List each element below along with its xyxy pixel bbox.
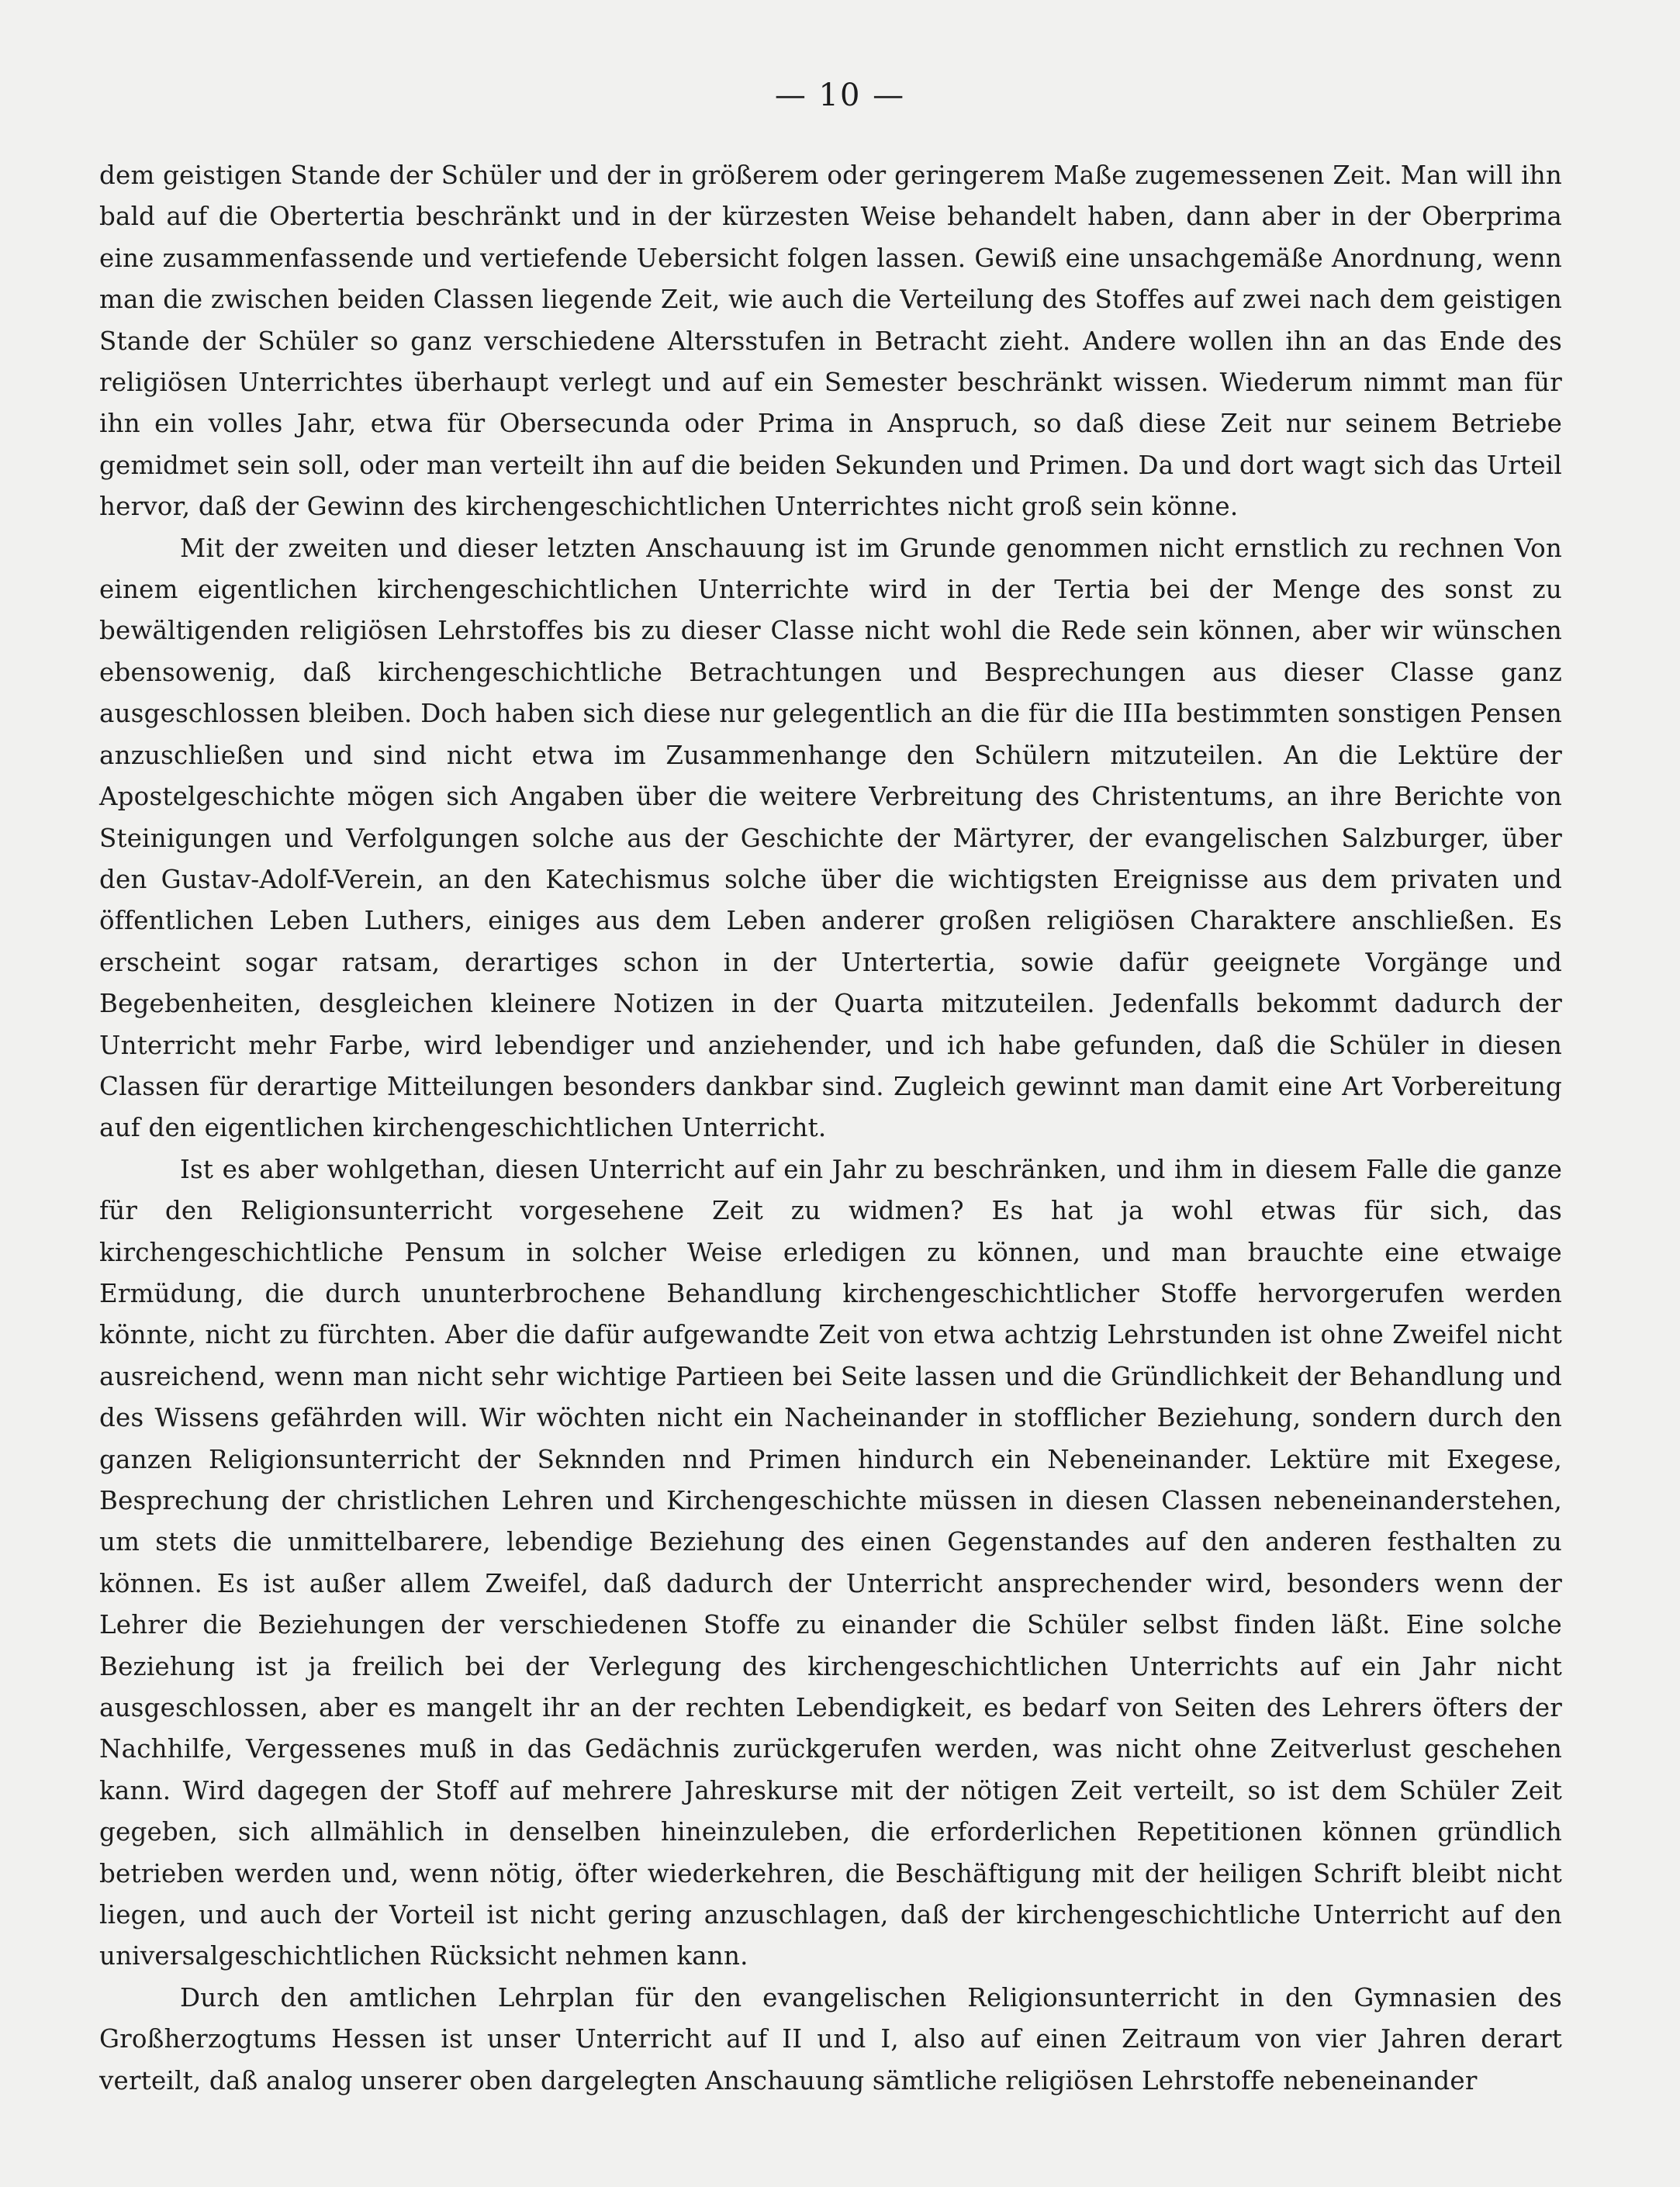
page-number: — 10 — [774,78,906,113]
paragraph-4: Durch den amtlichen Lehrplan für den evangelischen Religionsunterricht in den Gymnasien des Großherzogtums Hessen ist unser Unterricht auf II und I, also auf einen Zeitraum von vier Jahren derart verteilt, daß analog unserer oben dargelegten Anschauung sämtliche religiösen Lehrstoffe nebeneinander [99,1982,1562,2095]
body-text [99,155,1562,2102]
paragraph-2: Mit der zweiten und dieser letzten Anschauung ist im Grunde genommen nicht ernstlich zu rechnen Von einem eigentlichen kirchengeschichtlichen Unterrichte wird in der Tertia bei der Menge des sonst zu bewältigenden religiösen Lehrstoffes bis zu dieser Classe nicht wohl die Rede sein können, aber wir wünschen ebensowenig, daß kirchengeschichtliche Betrachtungen und Besprechungen aus dieser Classe ganz ausgeschlossen bleiben. Doch haben sich diese nur gelegentlich an die für die IIIa bestimmten sonstigen Pensen anzuschließen und sind nicht etwa im Zusammenhange den Schülern mitzuteilen. An die Lektüre der Apostelgeschichte mögen sich Angaben über die weitere Verbreitung des Christentums, an ihre Berichte von Steinigungen und Verfolgungen solche aus der Geschichte der Märtyrer, der evangelischen Salzburger, über den Gustav-Adolf-Verein, an den Katechismus solche über die wichtigsten Ereignisse aus dem privaten und öffentlichen Leben Luthers, einiges aus dem Leben anderer großen religiösen Charaktere anschließen. Es erscheint sogar ratsam, derartiges schon in der Untertertia, sowie dafür geeignete Vorgänge und Begebenheiten, desgleichen kleinere Notizen in der Quarta mitzuteilen. Jedenfalls bekommt dadurch der Unterricht mehr Farbe, wird lebendiger und anziehender, und ich habe gefunden, daß die Schüler in diesen Classen für derartige Mitteilungen besonders dankbar sind. Zugleich gewinnt man damit eine Art Vorbereitung auf den eigentlichen kirchengeschichtlichen Unterricht. [99,533,1562,1143]
paragraph-1: dem geistigen Stande der Schüler und der in größerem oder geringerem Maße zugemessenen Zeit. Man will ihn bald auf die Obertertia beschränkt und in der kürzesten Weise behandelt haben, dann aber in der Oberprima eine zusammenfassende und vertiefende Uebersicht folgen lassen. Gewiß eine unsachgemäße Anordnung, wenn man die zwischen beiden Classen liegende Zeit, wie auch die Verteilung des Stoffes auf zwei nach dem geistigen Stande der Schüler so ganz verschiedene Altersstufen in Betracht zieht. Andere wollen ihn an das Ende des religiösen Unterrichtes überhaupt verlegt und auf ein Semester beschränkt wissen. Wiederum nimmt man für ihn ein volles Jahr, etwa für Obersecunda oder Prima in Anspruch, so daß diese Zeit nur seinem Betriebe gemidmet sein soll, oder man verteilt ihn auf die beiden Sekunden und Primen. Da und dort wagt sich das Urteil hervor, daß der Gewinn des kirchengeschichtlichen Unterrichtes nicht groß sein könne. [99,161,1562,522]
paragraph-3: Ist es aber wohlgethan, diesen Unterricht auf ein Jahr zu beschränken, und ihm in diesem Falle die ganze für den Religionsunterricht vorgesehene Zeit zu widmen? Es hat ja wohl etwas für sich, das kirchengeschichtliche Pensum in solcher Weise erledigen zu können, und man brauchte eine etwaige Ermüdung, die durch ununterbrochene Behandlung kirchengeschichtlicher Stoffe hervorgerufen werden könnte, nicht zu fürchten. Aber die dafür aufgewandte Zeit von etwa achtzig Lehrstunden ist ohne Zweifel nicht ausreichend, wenn man nicht sehr wichtige Partieen bei Seite lassen und die Gründlichkeit der Behandlung und des Wissens gefährden will. Wir wöchten nicht ein Nacheinander in stofflicher Beziehung, sondern durch den ganzen Religionsunterricht der Seknnden nnd Primen hindurch ein Nebeneinander. Lektüre mit Exegese, Besprechung der christlichen Lehren und Kirchengeschichte müssen in diesen Classen nebeneinanderstehen, um stets die unmittelbarere, lebendige Beziehung des einen Gegenstandes auf den anderen festhalten zu können. Es ist außer allem Zweifel, daß dadurch der Unterricht ansprechender wird, besonders wenn der Lehrer die Beziehungen der verschiedenen Stoffe zu einander die Schüler selbst finden läßt. Eine solche Beziehung ist ja freilich bei der Verlegung des kirchengeschichtlichen Unterrichts auf ein Jahr nicht ausgeschlossen, aber es mangelt ihr an der rechten Lebendigkeit, es bedarf von Seiten des Lehrers öfters der Nachhilfe, Vergessenes muß in das Gedächnis zurückgerufen werden, was nicht ohne Zeitverlust geschehen kann. Wird dagegen der Stoff auf mehrere Jahreskurse mit der nötigen Zeit verteilt, so ist dem Schüler Zeit gegeben, sich allmählich in denselben hineinzuleben, die erforderlichen Repetitionen können gründlich betrieben werden und, wenn nötig, öfter wiederkehren, die Beschäftigung mit der heiligen Schrift bleibt nicht liegen, und auch der Vorteil ist nicht gering anzuschlagen, daß der kirchengeschichtliche Unterricht auf den universalgeschichtlichen Rücksicht nehmen kann. [99,1154,1562,1971]
